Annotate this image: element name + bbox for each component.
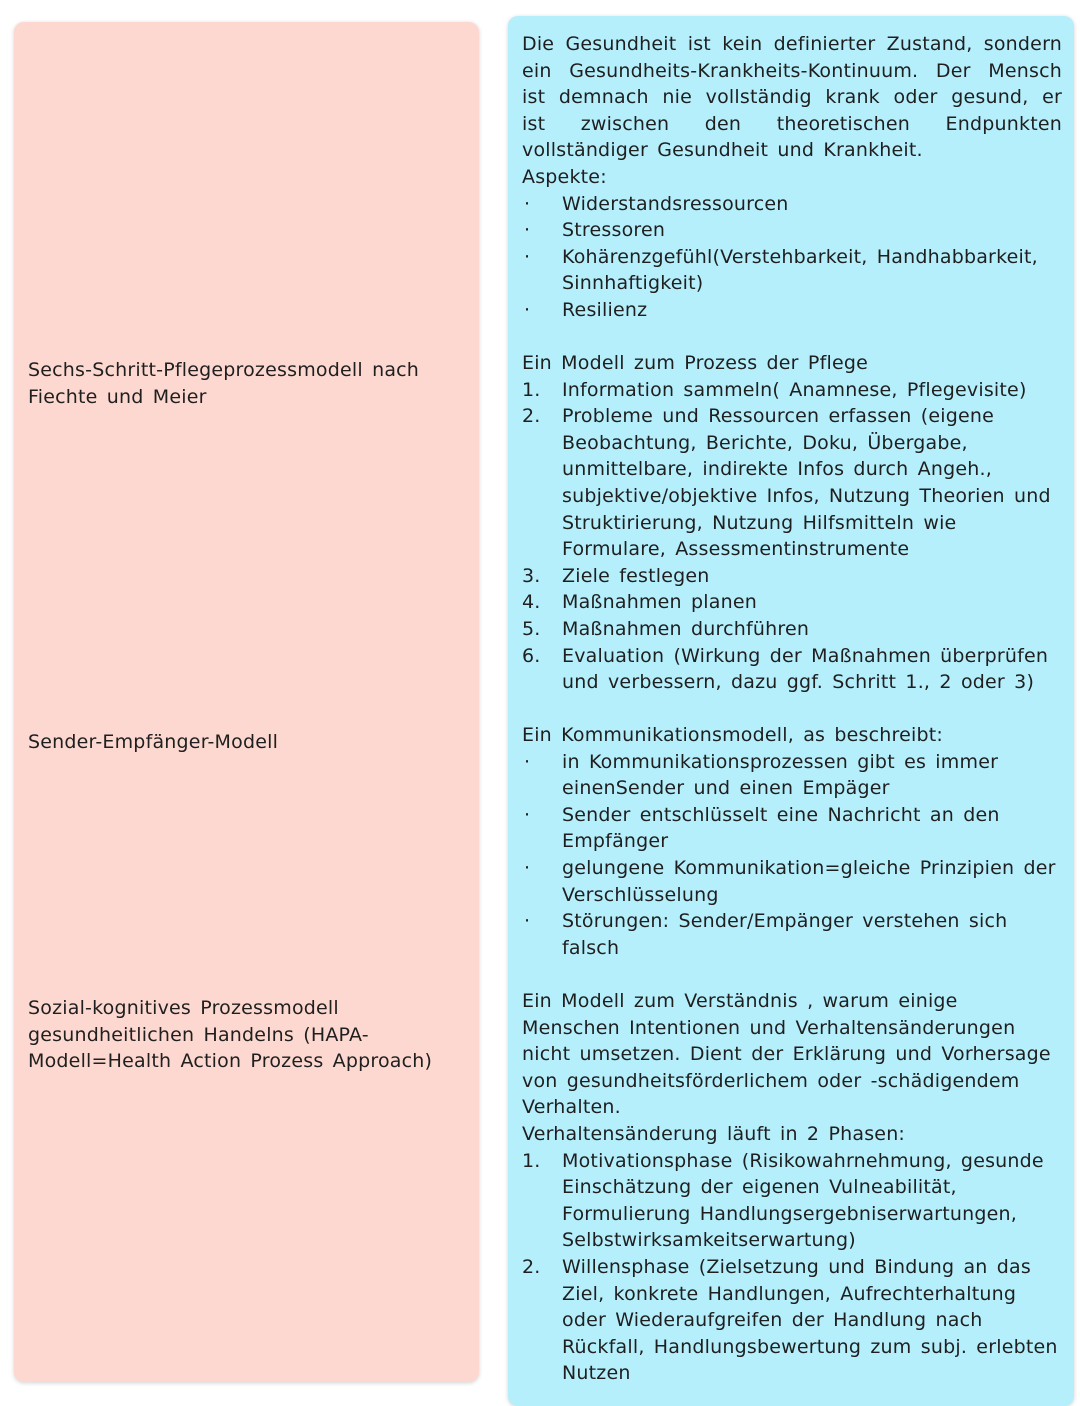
phases-list	[522, 1148, 1062, 1387]
list-item: 2. Willensphase (Zielsetzung und Bindung an das Ziel, konkrete Handlungen, Aufrechterhaltung oder Wiederaufgreifen der Handlung nach Rückfall, Handlungsbewertung zum subj. erlebten Nutzen	[522, 1255, 1058, 1385]
bullet-icon: ·	[524, 910, 531, 933]
aspects-list	[522, 191, 1062, 324]
bullet-icon: ·	[524, 298, 531, 321]
list-item: · Störungen: Sender/Empänger verstehen sich falsch	[524, 910, 1008, 959]
list-item: 4. Maßnahmen planen	[522, 591, 757, 614]
description-hapa-modell	[522, 988, 1062, 1387]
description-text: Ein Modell zum Verständnis , warum einige Menschen Intentionen und Verhaltensänderungen nicht umsetzen. Dient der Erklärung und Vorhersage von gesundheitsförderlichem oder -schädigendem Verhalten.	[522, 990, 1051, 1119]
bullet-icon: ·	[524, 245, 531, 268]
bullet-icon: ·	[524, 803, 531, 826]
communication-list	[522, 749, 1062, 962]
list-item: · Sender entschlüsselt eine Nachricht an den Empfänger	[524, 803, 1000, 853]
list-item: 2. Probleme und Ressourcen erfassen (eigene Beobachtung, Berichte, Doku, Übergabe, unmittelbare, indirekte Infos durch Angeh., subjektive/objektive Infos, Nutzung Theorien und Struktirierung, Nutzung Hilfsmitteln wie Formulare, Assessmentinstrumente	[522, 405, 1051, 561]
list-item: · gelungene Kommunikation=gleiche Prinzipien der Verschlüsselung	[524, 856, 1056, 906]
list-item: · Widerstandsressourcen	[522, 191, 1062, 218]
description-pflegeprozessmodell	[522, 350, 1062, 696]
list-heading: Aspekte:	[522, 165, 607, 188]
term-hapa-modell: Sozial-kognitives Prozessmodell gesundheitlichen Handelns (HAPA-Modell=Health Action Prozess Approach)	[28, 997, 433, 1073]
term-pflegeprozessmodell: Sechs-Schritt-Pflegeprozessmodell nach Fiechte und Meier	[28, 359, 420, 408]
list-item: · Stressoren	[522, 217, 1062, 244]
description-salutogenesis	[522, 31, 1062, 324]
list-item: 5. Maßnahmen durchführen	[522, 617, 810, 640]
list-item: · in Kommunikationsprozessen gibt es immer einenSender und einen Empäger	[524, 750, 999, 800]
list-item: 1. Information sammeln( Anamnese, Pflegevisite)	[522, 378, 1027, 401]
description-text: Ein Modell zum Prozess der Pflege	[522, 352, 869, 374]
list-item: 3. Ziele festlegen	[522, 564, 710, 587]
bullet-icon: ·	[524, 219, 531, 242]
bullet-icon: ·	[524, 192, 531, 215]
bullet-icon: ·	[524, 750, 531, 773]
term-sender-empfaenger: Sender-Empfänger-Modell	[28, 731, 279, 753]
list-item: · Kohärenzgefühl(Verstehbarkeit, Handhabbarkeit, Sinnhaftigkeit)	[524, 245, 1038, 295]
terms-column	[14, 22, 479, 1382]
list-heading: Verhaltensänderung läuft in 2 Phasen:	[522, 1122, 906, 1145]
list-item: · Resilienz	[522, 297, 1062, 324]
description-sender-empfaenger	[522, 722, 1062, 961]
list-item: 6. Evaluation (Wirkung der Maßnahmen überprüfen und verbessern, dazu ggf. Schritt 1., 2 oder 3)	[522, 644, 1049, 694]
bullet-icon: ·	[524, 856, 531, 879]
list-item: 1. Motivationsphase (Risikowahrnehmung, gesunde Einschätzung der eigenen Vulneabilität, Formulierung Handlungsergebniserwartungen, Selbstwirksamkeitserwartung)	[522, 1149, 1044, 1252]
steps-list	[522, 377, 1062, 696]
description-text: Ein Kommunikationsmodell, as beschreibt:	[522, 724, 944, 746]
description-text: Die Gesundheit ist kein definierter Zustand, sondern ein Gesundheits-Krankheits-Kontinuum. Der Mensch ist demnach nie vollständig krank oder gesund, er ist zwischen den theoretischen Endpunkten vollständiger Gesundheit und Krankheit.	[522, 33, 1062, 162]
